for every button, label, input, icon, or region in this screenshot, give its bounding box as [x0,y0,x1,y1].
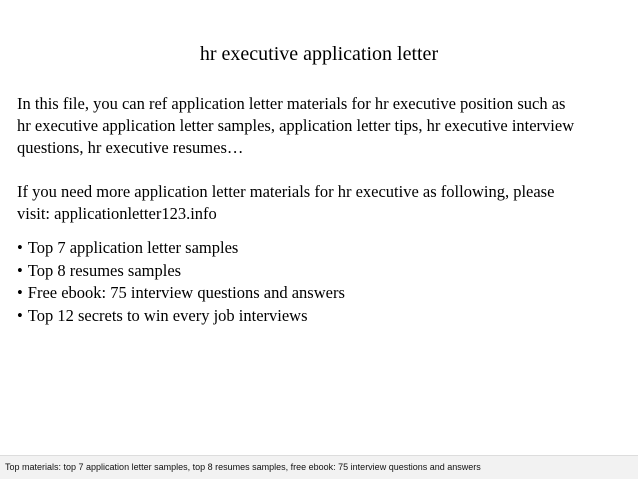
bullet-text: Top 12 secrets to win every job interviews [27,305,308,325]
bullet-list [17,237,345,327]
intro-paragraph [17,93,629,159]
more-info-line: If you need more application letter materials for hr executive as following, please [17,182,555,201]
bullet-item [17,260,345,283]
bullet-item [17,237,345,260]
footer-bar [0,455,638,479]
intro-line: questions, hr executive resumes… [17,138,244,157]
intro-line: In this file, you can ref application letter materials for hr executive position such as [17,94,566,113]
bullet-dot: • [17,260,23,280]
intro-line: hr executive application letter samples, application letter tips, hr executive interview [17,116,575,135]
bullet-text: Top 7 application letter samples [27,238,239,257]
bullet-dot: • [17,283,23,302]
bullet-dot: • [17,238,23,257]
more-info-paragraph [17,181,629,225]
slide-title: hr executive application letter [199,43,439,65]
more-info-line: visit: applicationletter123.info [17,204,217,223]
footer-text: Top materials: top 7 application letter samples, top 8 resumes samples, free ebook: 75 interview questions and answers [5,462,481,472]
bullet-item [17,282,345,305]
bullet-text: Free ebook: 75 interview questions and answers [27,283,345,302]
bullet-dot: • [17,305,23,325]
bullet-item [17,305,345,328]
bullet-text: Top 8 resumes samples [27,260,182,280]
